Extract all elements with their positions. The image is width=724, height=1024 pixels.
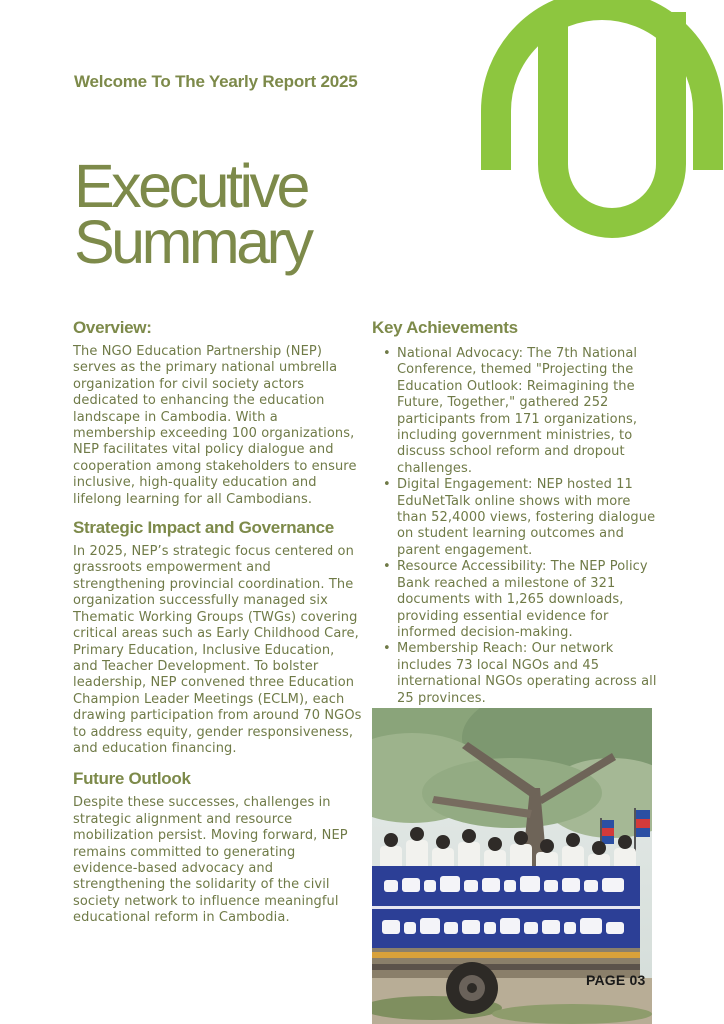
page-number: PAGE 03	[586, 972, 646, 988]
overview-section	[73, 318, 363, 508]
title-line-2: Summary	[74, 208, 311, 276]
right-column	[372, 318, 662, 707]
achievements-list	[372, 346, 662, 707]
overview-heading: Overview:	[73, 318, 152, 337]
achievements-heading: Key Achievements	[372, 318, 518, 337]
list-item: • Membership Reach: Our network includes 73 local NGOs and 45 international NGOs operating across all 25 provinces.	[397, 641, 662, 707]
page-title	[74, 152, 311, 276]
strategic-section	[73, 518, 363, 757]
future-section	[73, 769, 363, 926]
overview-body: The NGO Education Partnership (NEP) serves as the primary national umbrella organization for civil society actors dedicated to enhancing the education landscape in Cambodia. With a membership exceeding 100 organizations, NEP facilitates vital policy dialogue and cooperation among stakeholders to ensure inclusive, high-quality education and lifelong learning for all Cambodians.	[73, 344, 357, 507]
strategic-body: In 2025, NEP’s strategic focus centered on grassroots empowerment and strengthening provincial coordination. The organization successfully managed six Thematic Working Groups (TWGs) covering critical areas such as Early Childhood Care, Primary Education, Inclusive Education, and Teacher Development. To bolster leadership, NEP convened three Education Champion Leader Meetings (ECLM), each drawing participation from around 70 NGOs to address equity, gender responsiveness, and education financing.	[73, 544, 362, 756]
list-item: • National Advocacy: The 7th National Conference, themed "Projecting the Education Outlook: Reimagining the Future, Together," gathered 252 participants from 171 organizations, including government ministries, to discuss school reform and dropout challenges.	[397, 346, 662, 477]
title-line-1: Executive	[74, 152, 307, 220]
strategic-heading: Strategic Impact and Governance	[73, 518, 334, 538]
brand-logo-icon	[480, 0, 724, 290]
list-item: • Resource Accessibility: The NEP Policy Bank reached a milestone of 321 documents with 1,265 downloads, providing essential evidence for informed decision-making.	[397, 559, 662, 641]
left-column	[73, 318, 363, 927]
future-body: Despite these successes, challenges in strategic alignment and resource mobilization persist. Moving forward, NEP remains committed to generating evidence-based advocacy and strengthening the solidarity of the civil society network to influence meaningful educational reform in Cambodia.	[73, 795, 348, 926]
list-item: • Digital Engagement: NEP hosted 11 EduNetTalk online shows with more than 52,4000 views, fostering dialogue on student learning outcomes and parent engagement.	[397, 477, 662, 559]
future-heading: Future Outlook	[73, 769, 191, 789]
report-kicker: Welcome To The Yearly Report 2025	[74, 72, 358, 91]
